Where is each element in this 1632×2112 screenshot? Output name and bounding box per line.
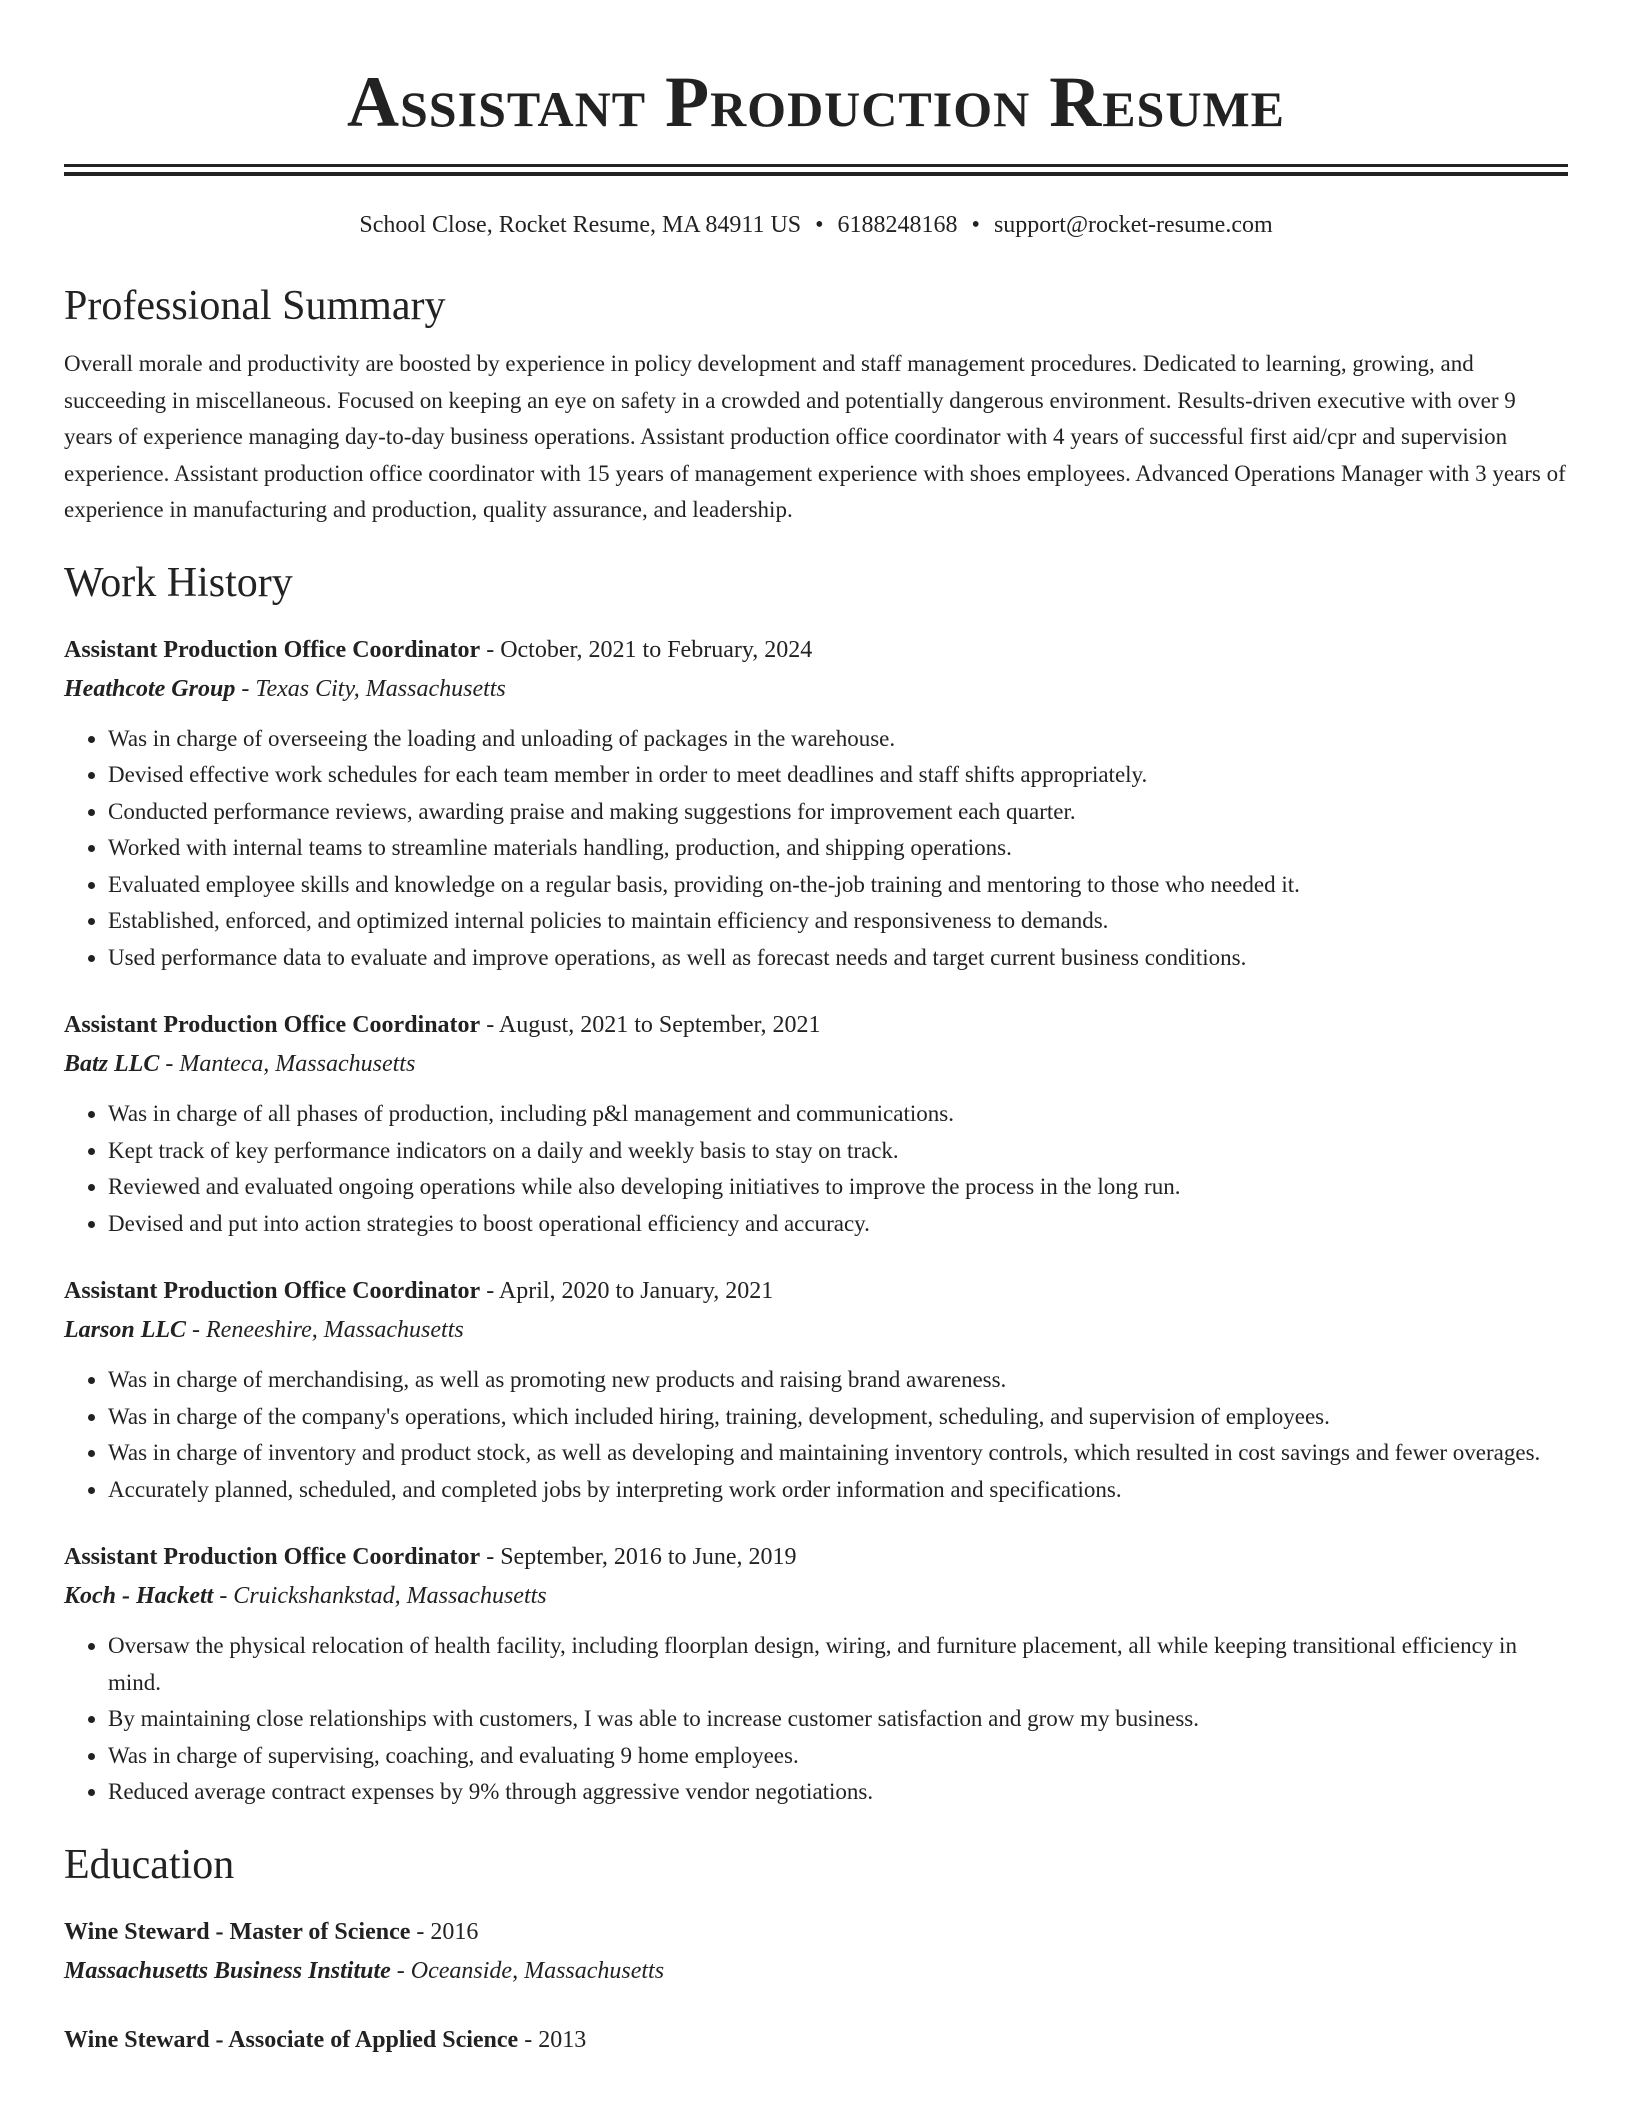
job-bullet: • By maintaining close relationships with customers, I was able to increase customer satisfaction and grow my business. xyxy=(108,1701,1568,1738)
education-entry xyxy=(64,2021,1568,2060)
job-bullet: • Accurately planned, scheduled, and completed jobs by interpreting work order information and specifications. xyxy=(108,1472,1568,1509)
job-header xyxy=(64,631,1568,670)
education-location: - Oceanside, Massachusetts xyxy=(390,1957,665,1984)
job-entry xyxy=(64,1272,1568,1508)
job-dates: - September, 2016 to June, 2019 xyxy=(480,1544,797,1570)
contact-address: School Close, Rocket Resume, MA 84911 US xyxy=(359,212,802,238)
education-entry xyxy=(64,1913,1568,1991)
job-bullet: • Devised and put into action strategies to boost operational efficiency and accuracy. xyxy=(108,1206,1568,1243)
job-company: Koch - Hackett xyxy=(64,1583,214,1609)
job-company: Batz LLC xyxy=(64,1051,160,1077)
job-header xyxy=(64,1006,1568,1045)
education-degree: Wine Steward - Master of Science xyxy=(64,1918,411,1945)
job-role: Assistant Production Office Coordinator xyxy=(64,1544,481,1570)
job-employer xyxy=(64,1577,1568,1616)
job-company: Larson LLC xyxy=(64,1317,187,1343)
job-employer xyxy=(64,1045,1568,1084)
education-heading: Education xyxy=(64,1841,235,1888)
job-bullet: • Oversaw the physical relocation of health facility, including floorplan design, wiring, and furniture placement, all while keeping transitional efficiency in mind. xyxy=(108,1628,1568,1701)
job-bullets xyxy=(64,721,1568,977)
job-company: Heathcote Group xyxy=(64,675,236,702)
job-bullet: • Was in charge of overseeing the loading and unloading of packages in the warehouse. xyxy=(108,721,1568,758)
education-school: Massachusetts Business Institute xyxy=(64,1957,391,1984)
job-bullet: • Was in charge of all phases of production, including p&l management and communications. xyxy=(108,1096,1568,1133)
job-bullet: • Reviewed and evaluated ongoing operations while also developing initiatives to improve the process in the long run. xyxy=(108,1169,1568,1206)
title-divider-top xyxy=(64,164,1568,167)
job-location: - Cruickshankstad, Massachusetts xyxy=(213,1583,547,1609)
job-bullet: • Was in charge of inventory and product stock, as well as developing and maintaining inventory controls, which resulted in cost savings and fewer overages. xyxy=(108,1435,1568,1472)
education-year: - 2013 xyxy=(518,2026,587,2053)
job-bullets xyxy=(64,1628,1568,1811)
contact-line xyxy=(64,210,1568,240)
contact-separator: • xyxy=(971,212,980,238)
summary-heading: Professional Summary xyxy=(64,283,446,329)
job-bullet: • Worked with internal teams to streamline materials handling, production, and shipping operations. xyxy=(108,830,1568,867)
job-bullet: • Used performance data to evaluate and improve operations, as well as forecast needs and target current business conditions. xyxy=(108,940,1568,977)
resume-title: Assistant Production Resume xyxy=(347,62,1285,142)
job-bullet: • Established, enforced, and optimized internal policies to maintain efficiency and responsiveness to demands. xyxy=(108,903,1568,940)
job-entry xyxy=(64,1538,1568,1811)
job-bullet: • Evaluated employee skills and knowledge on a regular basis, providing on-the-job training and mentoring to those who needed it. xyxy=(108,867,1568,904)
job-location: - Texas City, Massachusetts xyxy=(235,675,506,702)
job-bullets xyxy=(64,1362,1568,1508)
job-bullet: • Was in charge of supervising, coaching, and evaluating 9 home employees. xyxy=(108,1738,1568,1775)
education-degree: Wine Steward - Associate of Applied Science xyxy=(64,2026,519,2053)
job-role: Assistant Production Office Coordinator xyxy=(64,636,481,663)
job-employer xyxy=(64,670,1568,709)
job-entry xyxy=(64,631,1568,977)
summary-text: Overall morale and productivity are boosted by experience in policy development and staff management procedures. Dedicated to learning, growing, and succeeding in miscellaneous. Focused on keeping an eye on safety in a crowded and potentially dangerous environment. Results-driven executive with over 9 years of experience managing day-to-day business operations. Assistant production office coordinator with 4 years of successful first aid/cpr and supervision experience. Assistant production office coordinator with 15 years of management experience with shoes employees. Advanced Operations Manager with 3 years of experience in manufacturing and production, quality assurance, and leadership. xyxy=(64,351,1566,522)
job-location: - Reneeshire, Massachusetts xyxy=(186,1317,464,1343)
job-bullet: • Kept track of key performance indicators on a daily and weekly basis to stay on track. xyxy=(108,1133,1568,1170)
education-header xyxy=(64,1913,1568,1952)
job-bullet: • Reduced average contract expenses by 9% through aggressive vendor negotiations. xyxy=(108,1774,1568,1811)
job-dates: - October, 2021 to February, 2024 xyxy=(480,636,813,663)
job-dates: - April, 2020 to January, 2021 xyxy=(480,1278,774,1304)
education-school-line xyxy=(64,1952,1568,1991)
education-year: - 2016 xyxy=(410,1918,479,1945)
job-role: Assistant Production Office Coordinator xyxy=(64,1278,481,1304)
contact-separator: • xyxy=(815,212,824,238)
job-entry xyxy=(64,1006,1568,1242)
contact-email: support@rocket-resume.com xyxy=(993,212,1273,238)
title-divider-bottom xyxy=(64,172,1568,176)
job-employer xyxy=(64,1311,1568,1350)
job-bullet: • Was in charge of the company's operations, which included hiring, training, development, scheduling, and supervision of employees. xyxy=(108,1399,1568,1436)
work-history-heading: Work History xyxy=(64,559,293,606)
job-dates: - August, 2021 to September, 2021 xyxy=(480,1012,821,1038)
contact-phone: 6188248168 xyxy=(837,212,958,238)
job-role: Assistant Production Office Coordinator xyxy=(64,1012,481,1038)
job-bullet: • Was in charge of merchandising, as well as promoting new products and raising brand awareness. xyxy=(108,1362,1568,1399)
job-bullet: • Conducted performance reviews, awarding praise and making suggestions for improvement each quarter. xyxy=(108,794,1568,831)
education-header xyxy=(64,2021,1568,2060)
job-header xyxy=(64,1538,1568,1577)
job-header xyxy=(64,1272,1568,1311)
job-location: - Manteca, Massachusetts xyxy=(159,1051,416,1077)
job-bullet: • Devised effective work schedules for each team member in order to meet deadlines and staff shifts appropriately. xyxy=(108,757,1568,794)
job-bullets xyxy=(64,1096,1568,1242)
